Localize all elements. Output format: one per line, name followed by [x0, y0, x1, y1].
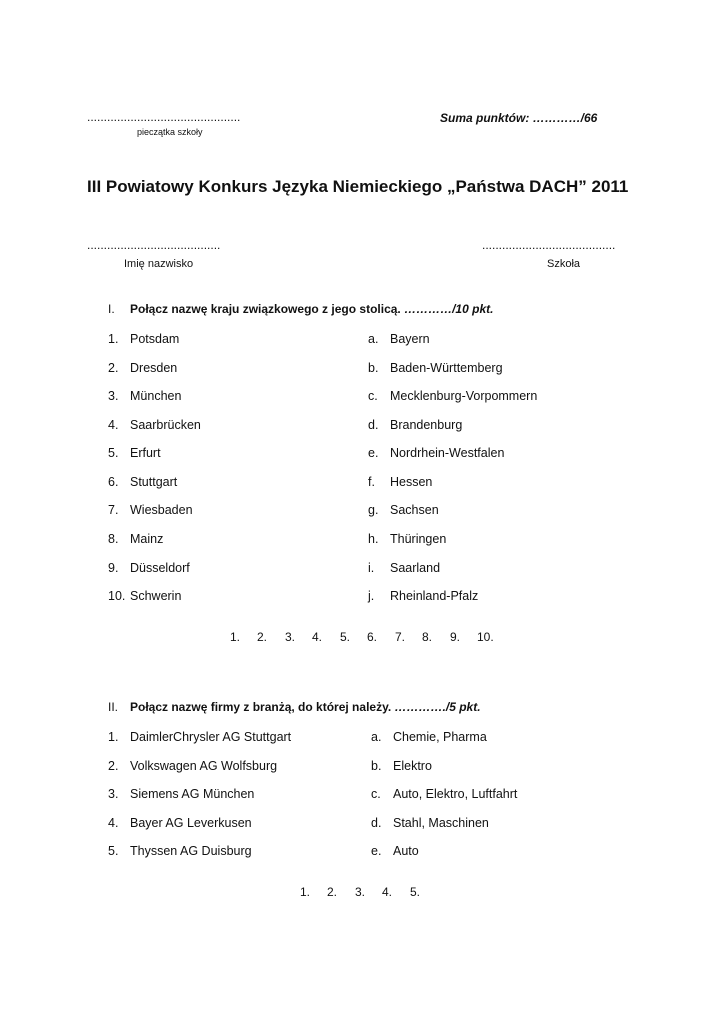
section-2-instruction: Połącz nazwę firmy z branżą, do której należy. [130, 700, 392, 714]
list-item: c. Auto, Elektro, Luftfahrt [371, 787, 518, 801]
list-item: 4. Bayer AG Leverkusen [108, 816, 252, 830]
list-item: e. Nordrhein-Westfalen [368, 446, 505, 460]
list-item: d. Brandenburg [368, 418, 463, 432]
list-item: a. Bayern [368, 332, 430, 346]
list-item: 3. Siemens AG München [108, 787, 255, 801]
answer-slot[interactable]: 4. [382, 885, 393, 899]
answer-slot[interactable]: 6. [367, 630, 378, 644]
section-2-points: …………./5 pkt. [394, 700, 481, 714]
answer-slot[interactable]: 4. [312, 630, 323, 644]
list-item: h. Thüringen [368, 532, 447, 546]
list-item: 1. DaimlerChrysler AG Stuttgart [108, 730, 292, 744]
section-2-number: II. [108, 700, 119, 714]
section-2-heading [108, 700, 481, 714]
list-item: 9. Düsseldorf [108, 561, 190, 575]
list-item: 2. Dresden [108, 361, 178, 375]
answer-slot[interactable]: 9. [450, 630, 461, 644]
list-item: 5. Thyssen AG Duisburg [108, 844, 252, 858]
list-item: 3. München [108, 389, 182, 403]
list-item: g. Sachsen [368, 503, 439, 517]
answer-slot[interactable]: 10. [477, 630, 494, 644]
list-item: a. Chemie, Pharma [371, 730, 487, 744]
list-item: 1. Potsdam [108, 332, 180, 346]
name-dots: ........................................ [87, 238, 221, 252]
answer-slot[interactable]: 2. [327, 885, 338, 899]
answer-slot[interactable]: 8. [422, 630, 433, 644]
total-score: Suma punktów: …………/66 [440, 111, 598, 125]
list-item: 7. Wiesbaden [108, 503, 193, 517]
list-item: 10. Schwerin [108, 589, 182, 603]
list-item: 2. Volkswagen AG Wolfsburg [108, 759, 278, 773]
section-1-heading [108, 302, 493, 316]
answer-slot[interactable]: 3. [355, 885, 366, 899]
list-item: f. Hessen [368, 475, 433, 489]
page-title: III Powiatowy Konkurs Języka Niemieckiego „Państwa DACH” 2011 [87, 177, 629, 196]
list-item: 8. Mainz [108, 532, 164, 546]
answer-slot[interactable]: 1. [230, 630, 241, 644]
school-stamp-label: pieczątka szkoły [137, 127, 203, 137]
answer-slot[interactable]: 1. [300, 885, 311, 899]
list-item: c. Mecklenburg-Vorpommern [368, 389, 538, 403]
list-item: d. Stahl, Maschinen [371, 816, 489, 830]
answer-slot[interactable]: 7. [395, 630, 406, 644]
list-item: i. Saarland [368, 561, 441, 575]
section-2-answer-row [300, 885, 420, 899]
list-item: e. Auto [371, 844, 419, 858]
answer-slot[interactable]: 5. [410, 885, 421, 899]
school-dots: ........................................ [482, 238, 616, 252]
section-1-number: I. [108, 302, 115, 316]
list-item: 5. Erfurt [108, 446, 161, 460]
list-item: b. Elektro [371, 759, 432, 773]
list-item: b. Baden-Württemberg [368, 361, 503, 375]
answer-slot[interactable]: 3. [285, 630, 296, 644]
answer-slot[interactable]: 2. [257, 630, 268, 644]
school-stamp-dots: .............................................. [87, 110, 241, 124]
list-item: 4. Saarbrücken [108, 418, 201, 432]
section-1-answer-row [230, 630, 494, 644]
list-item: j. Rheinland-Pfalz [368, 589, 479, 603]
section-1-instruction: Połącz nazwę kraju związkowego z jego stolicą. [130, 302, 401, 316]
answer-slot[interactable]: 5. [340, 630, 351, 644]
section-1-points: …………/10 pkt. [404, 302, 494, 316]
school-label: Szkoła [547, 258, 581, 270]
name-label: Imię nazwisko [124, 258, 194, 270]
list-item: 6. Stuttgart [108, 475, 178, 489]
